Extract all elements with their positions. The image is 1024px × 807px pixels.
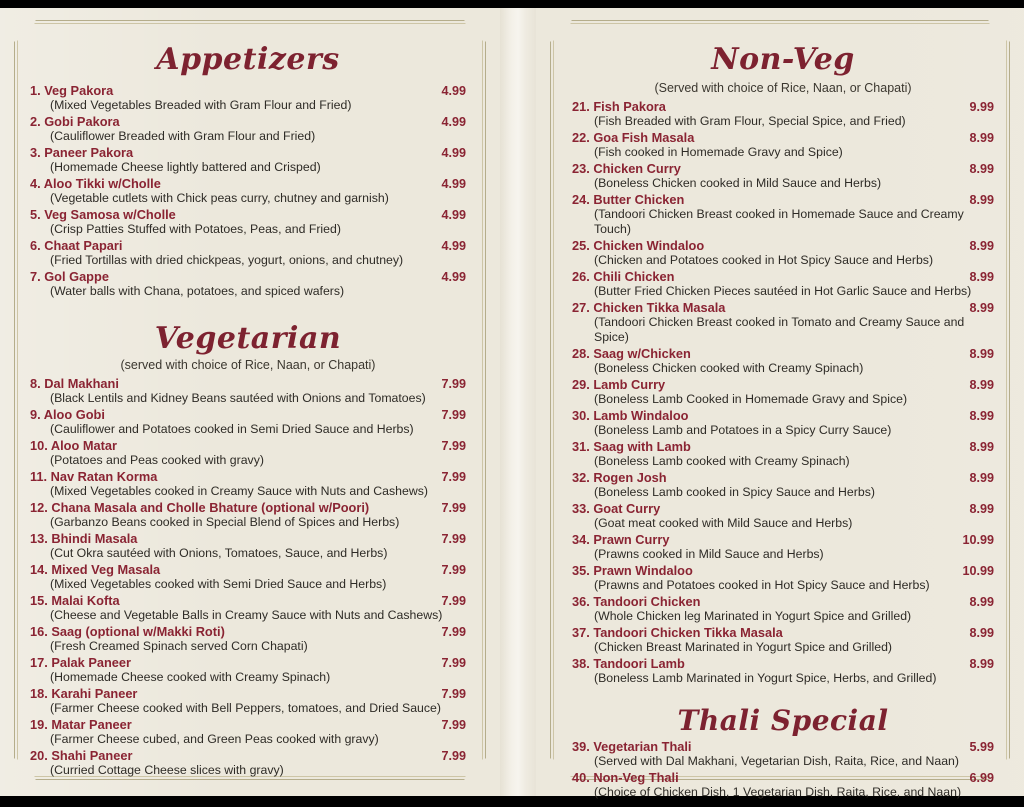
menu-item	[30, 376, 466, 406]
menu-item-description: (Mixed Vegetables cooked with Semi Dried Sauce and Herbs)	[50, 577, 387, 591]
menu-item	[30, 145, 466, 175]
menu-item-description: (Served with Dal Makhani, Vegetarian Dish, Raita, Rice, and Naan)	[594, 754, 959, 768]
menu-item-description: (Cheese and Vegetable Balls in Creamy Sauce with Nuts and Cashews)	[50, 608, 443, 622]
menu-item-header	[572, 625, 994, 640]
menu-page-left	[0, 8, 500, 796]
menu-item	[572, 300, 994, 345]
menu-item-header	[30, 83, 466, 98]
menu-item-description: (Boneless Lamb and Potatoes in a Spicy Curry Sauce)	[594, 423, 892, 437]
menu-sheet	[0, 8, 1024, 799]
menu-item-header	[572, 346, 994, 361]
menu-item-price: 4.99	[441, 239, 466, 253]
menu-item	[30, 624, 466, 654]
menu-item-name: 36. Tandoori Chicken	[572, 594, 701, 609]
menu-item-header	[30, 207, 466, 222]
menu-item-name: 29. Lamb Curry	[572, 377, 666, 392]
menu-item-header	[572, 99, 994, 114]
section-heading-appetizers: Appetizers	[156, 42, 340, 77]
menu-item-description: (Garbanzo Beans cooked in Special Blend of Spices and Herbs)	[50, 515, 400, 529]
menu-item-name: 38. Tandoori Lamb	[572, 656, 685, 671]
menu-item	[30, 686, 466, 716]
menu-page-right	[536, 8, 1024, 799]
menu-item	[30, 593, 466, 623]
menu-item	[572, 470, 994, 500]
menu-item-name: 31. Saag with Lamb	[572, 439, 691, 454]
menu-item-header	[572, 408, 994, 423]
menu-item-price: 4.99	[441, 146, 466, 160]
menu-item-name: 13. Bhindi Masala	[30, 531, 138, 546]
menu-item-description: (Homemade Cheese cooked with Creamy Spinach)	[50, 670, 331, 684]
menu-item-header	[30, 593, 466, 608]
menu-item-header	[572, 501, 994, 516]
menu-item-header	[572, 532, 994, 547]
menu-item-price: 7.99	[441, 563, 466, 577]
menu-item	[572, 130, 994, 160]
menu-item-price: 8.99	[969, 502, 994, 516]
menu-item-price: 6.99	[969, 771, 994, 785]
menu-item-name: 30. Lamb Windaloo	[572, 408, 689, 423]
menu-item-header	[30, 176, 466, 191]
menu-item-description: (Cauliflower Breaded with Gram Flour and Fried)	[50, 129, 316, 143]
menu-item	[30, 562, 466, 592]
menu-item-header	[30, 269, 466, 284]
menu-item-header	[572, 656, 994, 671]
menu-item-price: 4.99	[441, 84, 466, 98]
menu-item-name: 35. Prawn Windaloo	[572, 563, 693, 578]
menu-item-name: 26. Chili Chicken	[572, 269, 675, 284]
menu-item-description: (Prawns and Potatoes cooked in Hot Spicy Sauce and Herbs)	[594, 578, 930, 592]
menu-item-description: (Choice of Chicken Dish, 1 Vegetarian Dish, Raita, Rice, and Naan)	[594, 785, 962, 799]
menu-item-price: 10.99	[962, 533, 994, 547]
menu-item-name: 5. Veg Samosa w/Cholle	[30, 207, 176, 222]
left-page-content	[0, 8, 500, 796]
menu-item-name: 3. Paneer Pakora	[30, 145, 134, 160]
menu-item-price: 8.99	[969, 440, 994, 454]
menu-item	[572, 739, 994, 769]
menu-item-description: (Tandoori Chicken Breast cooked in Tomato and Creamy Sauce and Spice)	[594, 315, 965, 344]
menu-item-header	[30, 624, 466, 639]
menu-item	[572, 161, 994, 191]
menu-item-name: 24. Butter Chicken	[572, 192, 685, 207]
menu-item	[572, 594, 994, 624]
menu-item-header	[30, 748, 466, 763]
menu-item-name: 27. Chicken Tikka Masala	[572, 300, 726, 315]
menu-item-price: 8.99	[969, 471, 994, 485]
menu-item-header	[572, 269, 994, 284]
section-subtitle-vegetarian: (served with choice of Rice, Naan, or Chapati)	[120, 358, 376, 372]
menu-item-price: 7.99	[441, 687, 466, 701]
menu-item-description: (Goat meat cooked with Mild Sauce and Herbs)	[594, 516, 853, 530]
menu-item-price: 8.99	[969, 301, 994, 315]
right-page-content	[536, 8, 1024, 799]
menu-item-description: (Mixed Vegetables Breaded with Gram Flour and Fried)	[50, 98, 352, 112]
menu-item	[572, 532, 994, 562]
menu-item-price: 7.99	[441, 439, 466, 453]
menu-item-price: 7.99	[441, 656, 466, 670]
menu-item-description: (Boneless Chicken cooked in Mild Sauce and Herbs)	[594, 176, 882, 190]
menu-item-description: (Cauliflower and Potatoes cooked in Semi Dried Sauce and Herbs)	[50, 422, 414, 436]
menu-item-name: 32. Rogen Josh	[572, 470, 667, 485]
menu-item-price: 5.99	[969, 740, 994, 754]
menu-item-header	[572, 300, 994, 315]
menu-item-price: 4.99	[441, 115, 466, 129]
menu-item-price: 9.99	[969, 100, 994, 114]
menu-item-name: 37. Tandoori Chicken Tikka Masala	[572, 625, 783, 640]
menu-item-description: (Whole Chicken leg Marinated in Yogurt Spice and Grilled)	[594, 609, 912, 623]
menu-item-description: (Homemade Cheese lightly battered and Crisped)	[50, 160, 321, 174]
menu-item	[30, 207, 466, 237]
menu-item	[572, 346, 994, 376]
menu-item-price: 4.99	[441, 208, 466, 222]
menu-item-description: (Fresh Creamed Spinach served Corn Chapati)	[50, 639, 308, 653]
menu-item-header	[572, 439, 994, 454]
menu-item-description: (Boneless Lamb Cooked in Homemade Gravy and Spice)	[594, 392, 908, 406]
menu-item-price: 7.99	[441, 532, 466, 546]
menu-item	[30, 114, 466, 144]
menu-item-description: (Black Lentils and Kidney Beans sautéed with Onions and Tomatoes)	[50, 391, 426, 405]
menu-item-name: 25. Chicken Windaloo	[572, 238, 705, 253]
menu-item-header	[572, 563, 994, 578]
menu-item-name: 7. Gol Gappe	[30, 269, 109, 284]
menu-item-header	[572, 130, 994, 145]
menu-item-description: (Butter Fried Chicken Pieces sautéed in Hot Garlic Sauce and Herbs)	[594, 284, 972, 298]
menu-item-price: 8.99	[969, 131, 994, 145]
menu-item-header	[30, 655, 466, 670]
menu-item-description: (Farmer Cheese cooked with Bell Peppers, tomatoes, and Dried Sauce)	[50, 701, 441, 715]
menu-item-header	[572, 770, 994, 785]
menu-item-name: 21. Fish Pakora	[572, 99, 666, 114]
menu-item-name: 18. Karahi Paneer	[30, 686, 138, 701]
menu-item-description: (Vegetable cutlets with Chick peas curry, chutney and garnish)	[50, 191, 389, 205]
menu-item	[30, 438, 466, 468]
menu-item-header	[30, 469, 466, 484]
menu-item-header	[30, 438, 466, 453]
menu-item-header	[30, 145, 466, 160]
menu-item-header	[30, 500, 466, 515]
section-heading-nonveg: Non-Veg	[711, 42, 855, 77]
menu-item-price: 7.99	[441, 625, 466, 639]
menu-item-header	[30, 376, 466, 391]
menu-item-description: (Potatoes and Peas cooked with gravy)	[50, 453, 264, 467]
menu-item-price: 7.99	[441, 594, 466, 608]
menu-item-price: 4.99	[441, 270, 466, 284]
menu-item-price: 4.99	[441, 177, 466, 191]
menu-item	[30, 269, 466, 299]
section-items-vegetarian	[30, 376, 466, 778]
menu-item	[30, 407, 466, 437]
menu-item-price: 8.99	[969, 347, 994, 361]
menu-item-header	[572, 470, 994, 485]
menu-item	[30, 238, 466, 268]
menu-item-name: 2. Gobi Pakora	[30, 114, 120, 129]
menu-item-description: (Mixed Vegetables cooked in Creamy Sauce with Nuts and Cashews)	[50, 484, 428, 498]
menu-item-description: (Fish Breaded with Gram Flour, Special Spice, and Fried)	[594, 114, 906, 128]
section-subtitle-nonveg: (Served with choice of Rice, Naan, or Chapati)	[654, 81, 912, 95]
menu-item	[30, 655, 466, 685]
menu-item-price: 10.99	[962, 564, 994, 578]
menu-item-header	[30, 407, 466, 422]
menu-item-price: 8.99	[969, 595, 994, 609]
menu-item-name: 9. Aloo Gobi	[30, 407, 105, 422]
menu-item	[572, 625, 994, 655]
menu-item-name: 33. Goat Curry	[572, 501, 661, 516]
menu-item	[30, 469, 466, 499]
menu-item	[30, 717, 466, 747]
menu-item-description: (Boneless Chicken cooked with Creamy Spinach)	[594, 361, 864, 375]
menu-item	[30, 83, 466, 113]
menu-item	[30, 531, 466, 561]
menu-item-header	[30, 238, 466, 253]
menu-item-header	[572, 739, 994, 754]
menu-item-name: 6. Chaat Papari	[30, 238, 123, 253]
menu-item-header	[30, 717, 466, 732]
menu-item-description: (Boneless Lamb Marinated in Yogurt Spice, Herbs, and Grilled)	[594, 671, 937, 685]
menu-item	[572, 99, 994, 129]
menu-item-price: 8.99	[969, 239, 994, 253]
section-heading-vegetarian: Vegetarian	[154, 321, 342, 356]
menu-item	[572, 770, 994, 800]
menu-item	[572, 563, 994, 593]
section-items-thali	[572, 739, 994, 800]
menu-item-name: 20. Shahi Paneer	[30, 748, 133, 763]
menu-item	[572, 408, 994, 438]
menu-item	[572, 238, 994, 268]
menu-item-description: (Chicken Breast Marinated in Yogurt Spice and Grilled)	[594, 640, 893, 654]
menu-item-name: 14. Mixed Veg Masala	[30, 562, 161, 577]
menu-item-description: (Curried Cottage Cheese slices with gravy)	[50, 763, 284, 777]
menu-item-name: 12. Chana Masala and Cholle Bhature (optional w/Poori)	[30, 500, 370, 515]
menu-item-description: (Fish cooked in Homemade Gravy and Spice)	[594, 145, 843, 159]
menu-item	[572, 501, 994, 531]
menu-item-name: 22. Goa Fish Masala	[572, 130, 695, 145]
menu-item-price: 8.99	[969, 409, 994, 423]
menu-item	[572, 377, 994, 407]
menu-item-header	[30, 686, 466, 701]
menu-item-header	[30, 531, 466, 546]
menu-item-description: (Fried Tortillas with dried chickpeas, yogurt, onions, and chutney)	[50, 253, 404, 267]
menu-item-header	[30, 562, 466, 577]
menu-item-name: 15. Malai Kofta	[30, 593, 120, 608]
menu-item	[30, 176, 466, 206]
menu-item-header	[30, 114, 466, 129]
menu-item-description: (Chicken and Potatoes cooked in Hot Spicy Sauce and Herbs)	[594, 253, 934, 267]
menu-item-price: 7.99	[441, 470, 466, 484]
page-gutter	[500, 8, 536, 796]
menu-item-price: 8.99	[969, 626, 994, 640]
menu-item-price: 8.99	[969, 193, 994, 207]
menu-item-price: 7.99	[441, 718, 466, 732]
menu-item-header	[572, 161, 994, 176]
menu-item-price: 7.99	[441, 408, 466, 422]
menu-item	[572, 269, 994, 299]
menu-item-name: 10. Aloo Matar	[30, 438, 117, 453]
menu-item-description: (Crisp Patties Stuffed with Potatoes, Peas, and Fried)	[50, 222, 341, 236]
menu-item-price: 7.99	[441, 749, 466, 763]
menu-item-header	[572, 238, 994, 253]
menu-item-name: 23. Chicken Curry	[572, 161, 681, 176]
menu-item-name: 19. Matar Paneer	[30, 717, 132, 732]
menu-item-name: 39. Vegetarian Thali	[572, 739, 692, 754]
menu-item-name: 8. Dal Makhani	[30, 376, 119, 391]
menu-item-name: 11. Nav Ratan Korma	[30, 469, 158, 484]
menu-item-description: (Boneless Lamb cooked with Creamy Spinach)	[594, 454, 850, 468]
menu-item-description: (Boneless Lamb cooked in Spicy Sauce and Herbs)	[594, 485, 875, 499]
menu-item-name: 17. Palak Paneer	[30, 655, 132, 670]
menu-item-name: 34. Prawn Curry	[572, 532, 670, 547]
menu-item-price: 7.99	[441, 501, 466, 515]
menu-item-header	[572, 594, 994, 609]
menu-item-description: (Tandoori Chicken Breast cooked in Homemade Sauce and Creamy Touch)	[594, 207, 964, 236]
menu-item-description: (Farmer Cheese cubed, and Green Peas cooked with gravy)	[50, 732, 379, 746]
menu-item-price: 8.99	[969, 270, 994, 284]
menu-item-description: (Cut Okra sautéed with Onions, Tomatoes, Sauce, and Herbs)	[50, 546, 388, 560]
menu-item	[572, 192, 994, 237]
menu-item-price: 7.99	[441, 377, 466, 391]
menu-item-price: 8.99	[969, 378, 994, 392]
section-items-nonveg	[572, 99, 994, 686]
section-items-appetizers	[30, 83, 466, 299]
menu-item-name: 16. Saag (optional w/Makki Roti)	[30, 624, 225, 639]
menu-item-price: 8.99	[969, 162, 994, 176]
menu-item	[572, 439, 994, 469]
menu-item-price: 8.99	[969, 657, 994, 671]
menu-item-name: 40. Non-Veg Thali	[572, 770, 679, 785]
menu-item-name: 4. Aloo Tikki w/Cholle	[30, 176, 161, 191]
menu-item-description: (Prawns cooked in Mild Sauce and Herbs)	[594, 547, 824, 561]
menu-item	[30, 500, 466, 530]
menu-item-description: (Water balls with Chana, potatoes, and spiced wafers)	[50, 284, 345, 298]
section-heading-thali: Thali Special	[677, 704, 889, 737]
menu-item-header	[572, 377, 994, 392]
menu-item	[572, 656, 994, 686]
menu-item-header	[572, 192, 994, 207]
menu-item-name: 28. Saag w/Chicken	[572, 346, 691, 361]
menu-item-name: 1. Veg Pakora	[30, 83, 114, 98]
menu-item	[30, 748, 466, 778]
